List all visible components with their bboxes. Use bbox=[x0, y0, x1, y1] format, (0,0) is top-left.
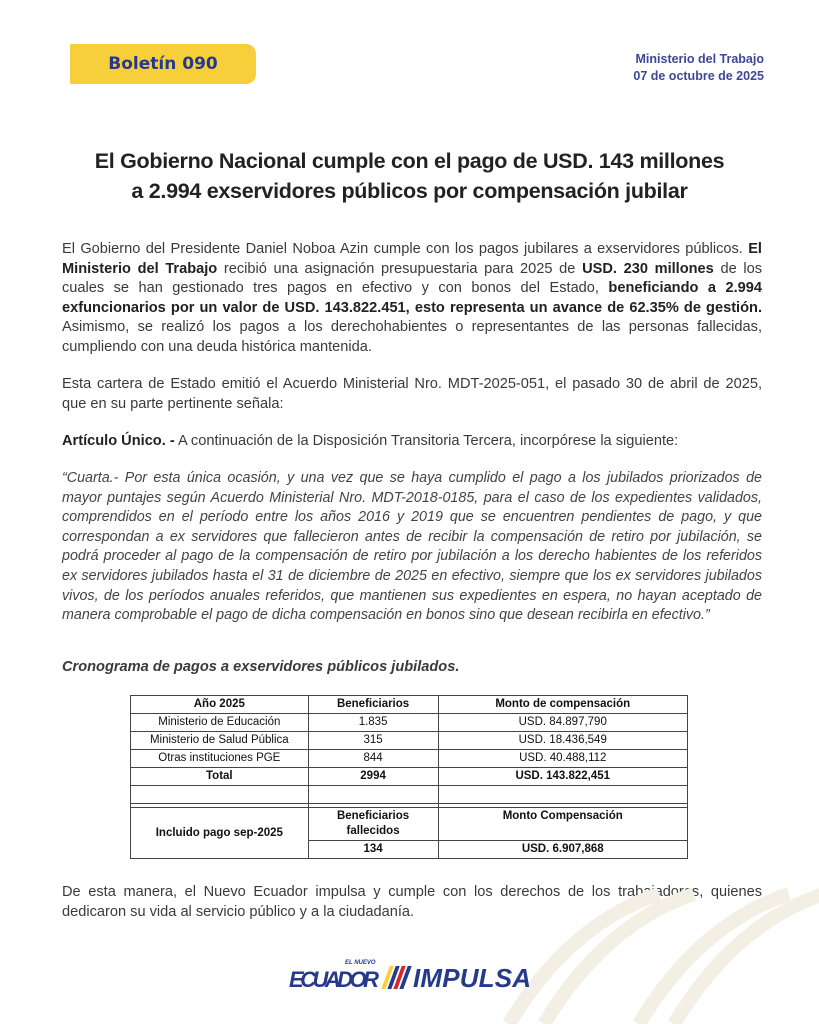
table-cell: USD. 143.822,451 bbox=[438, 768, 688, 786]
table-header: Año 2025 bbox=[131, 696, 309, 714]
ecuador-impulsa-logo bbox=[289, 957, 539, 993]
table-cell: 315 bbox=[308, 732, 438, 750]
page-title bbox=[40, 146, 779, 206]
paragraph-intro bbox=[62, 240, 762, 357]
table-cell: Ministerio de Salud Pública bbox=[131, 732, 309, 750]
table-extra-header-row bbox=[131, 808, 688, 841]
title-line-1: El Gobierno Nacional cumple con el pago de USD. 143 millones bbox=[94, 149, 725, 173]
intro-bold-3: beneficiando a 2.994 exfuncionarios por un valor de USD. 143.822.451, esto representa un avance de 62.35% de gestión. bbox=[62, 280, 762, 316]
table-header: Beneficiarios fallecidos bbox=[308, 808, 438, 841]
table-cell: 134 bbox=[308, 841, 438, 859]
table-extra-label: Incluido pago sep-2025 bbox=[131, 808, 309, 859]
table-cell: 2994 bbox=[308, 768, 438, 786]
table-cell bbox=[131, 786, 309, 804]
table-header-row bbox=[131, 696, 688, 714]
table-row bbox=[131, 714, 688, 732]
intro-bold-2: USD. 230 millones bbox=[582, 260, 714, 277]
table-row bbox=[131, 750, 688, 768]
table-cell: Total bbox=[131, 768, 309, 786]
decorative-stripes bbox=[489, 884, 819, 1024]
table-row bbox=[131, 732, 688, 750]
articulo-label: Artículo Único. - bbox=[62, 433, 175, 449]
table-header: Beneficiarios bbox=[308, 696, 438, 714]
table-header: Monto de compensación bbox=[438, 696, 688, 714]
table-header: Monto Compensación bbox=[438, 808, 688, 841]
table-total-row bbox=[131, 768, 688, 786]
paragraph-articulo bbox=[62, 432, 762, 452]
paragraph-acuerdo: Esta cartera de Estado emitió el Acuerdo Ministerial Nro. MDT-2025-051, el pasado 30 de abril de 2025, que en su parte pertinente señala: bbox=[62, 376, 762, 412]
logo-right-text: IMPULSA bbox=[413, 963, 531, 993]
intro-text-3: de los cuales se han gestionado tres pagos en efectivo y con bonos del Estado, bbox=[62, 260, 762, 296]
table-cell: Otras instituciones PGE bbox=[131, 750, 309, 768]
table-cell: 1.835 bbox=[308, 714, 438, 732]
table-cell bbox=[308, 786, 438, 804]
bulletin-badge bbox=[70, 44, 256, 84]
table-cell: USD. 40.488,112 bbox=[438, 750, 688, 768]
logo-stripes bbox=[381, 966, 411, 989]
payments-table bbox=[130, 695, 688, 859]
bulletin-date: 07 de octubre de 2025 bbox=[633, 69, 764, 83]
intro-bold-1: El Ministerio del Trabajo bbox=[62, 241, 762, 277]
header-info bbox=[633, 51, 764, 85]
bulletin-number: Boletín 090 bbox=[108, 54, 218, 74]
articulo-text: A continuación de la Disposición Transitoria Tercera, incorpórese la siguiente: bbox=[174, 433, 679, 449]
table-cell: Ministerio de Educación bbox=[131, 714, 309, 732]
table-cell bbox=[438, 786, 688, 804]
intro-text-4: Asimismo, se realizó los pagos a los derechohabientes o representantes de las personas fallecidas, cumpliendo con una deuda histórica mantenida. bbox=[62, 319, 762, 355]
quote-block: “Cuarta.- Por esta única ocasión, y una vez que se haya cumplido el pago a los jubilados priorizados de mayor puntajes según Acuerdo Ministerial Nro. MDT-2018-0185, para el caso de los expedientes validados, comprendidos en el período entre los años 2016 y 2019 que se encuentren pendientes de pago, y que correspondan a ex servidores que fallecieron antes de recibir la compensación de retiro por jubilación, se podrá proceder al pago de la compensación de retiro por jubilación a los derecho habientes de los referidos ex servidores jubilados hasta el 31 de diciembre de 2025 en efectivo, siempre que los ex servidores jubilados vivos, de los períodos anuales referidos, que mantienen sus expedientes en espera, no hayan aceptado de manera comprobable el pago de dicha compensación en bonos sino que desean recibirla en efectivo.” bbox=[62, 470, 762, 624]
table-cell: USD. 18.436,549 bbox=[438, 732, 688, 750]
title-line-2: a 2.994 exservidores públicos por compensación jubilar bbox=[131, 179, 688, 203]
logo-left-text: ECUADOR bbox=[289, 967, 379, 992]
table-cell: USD. 84.897,790 bbox=[438, 714, 688, 732]
cronograma-title: Cronograma de pagos a exservidores públicos jubilados. bbox=[62, 659, 460, 675]
ministry-name: Ministerio del Trabajo bbox=[635, 52, 764, 66]
paragraph-closing: De esta manera, el Nuevo Ecuador impulsa y cumple con los derechos de los trabajadores, quienes dedicaron su vida al servicio público y a la ciudadanía. bbox=[62, 884, 762, 920]
logo-small-text: EL NUEVO bbox=[345, 960, 376, 966]
table-cell: USD. 6.907,868 bbox=[438, 841, 688, 859]
intro-text-1: El Gobierno del Presidente Daniel Noboa Azin cumple con los pagos jubilares a exservidores públicos. bbox=[62, 241, 749, 257]
table-spacer-row bbox=[131, 786, 688, 804]
intro-text-2: recibió una asignación presupuestaria para 2025 de bbox=[217, 260, 583, 277]
table-cell: 844 bbox=[308, 750, 438, 768]
